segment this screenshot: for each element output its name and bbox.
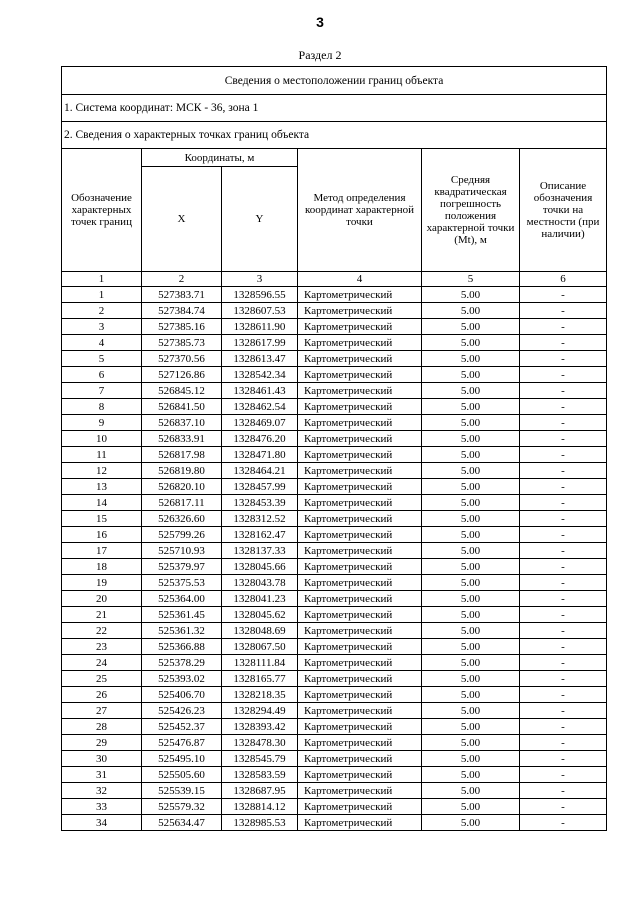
cell-x: 527384.74 xyxy=(142,303,222,319)
cell-method: Картометрический xyxy=(298,431,422,447)
table-row xyxy=(62,479,607,495)
cell-x: 525505.60 xyxy=(142,767,222,783)
cell-description: - xyxy=(520,543,607,559)
cell-description: - xyxy=(520,575,607,591)
cell-accuracy: 5.00 xyxy=(422,783,520,799)
cell-description: - xyxy=(520,479,607,495)
table-row xyxy=(62,447,607,463)
column-number: 4 xyxy=(298,272,422,287)
table-row xyxy=(62,495,607,511)
cell-point-number: 18 xyxy=(62,559,142,575)
cell-y: 1328048.69 xyxy=(222,623,298,639)
cell-accuracy: 5.00 xyxy=(422,655,520,671)
cell-x: 527126.86 xyxy=(142,367,222,383)
cell-accuracy: 5.00 xyxy=(422,527,520,543)
cell-description: - xyxy=(520,495,607,511)
table-row xyxy=(62,511,607,527)
cell-point-number: 26 xyxy=(62,687,142,703)
table-row xyxy=(62,671,607,687)
cell-y: 1328476.20 xyxy=(222,431,298,447)
cell-accuracy: 5.00 xyxy=(422,559,520,575)
cell-x: 525379.97 xyxy=(142,559,222,575)
table-row xyxy=(62,655,607,671)
cell-accuracy: 5.00 xyxy=(422,751,520,767)
cell-accuracy: 5.00 xyxy=(422,479,520,495)
cell-point-number: 13 xyxy=(62,479,142,495)
header-coordinates: Координаты, м xyxy=(142,149,298,167)
section-label: Раздел 2 xyxy=(298,48,342,62)
cell-point-number: 24 xyxy=(62,655,142,671)
cell-x: 526845.12 xyxy=(142,383,222,399)
table-row xyxy=(62,287,607,303)
cell-y: 1328162.47 xyxy=(222,527,298,543)
cell-method: Картометрический xyxy=(298,351,422,367)
cell-x: 526817.11 xyxy=(142,495,222,511)
cell-point-number: 5 xyxy=(62,351,142,367)
cell-accuracy: 5.00 xyxy=(422,703,520,719)
cell-accuracy: 5.00 xyxy=(422,815,520,831)
table-row xyxy=(62,703,607,719)
cell-x: 527385.16 xyxy=(142,319,222,335)
cell-point-number: 29 xyxy=(62,735,142,751)
cell-y: 1328294.49 xyxy=(222,703,298,719)
table-row xyxy=(62,687,607,703)
table-row xyxy=(62,559,607,575)
cell-description: - xyxy=(520,511,607,527)
table-row xyxy=(62,399,607,415)
cell-method: Картометрический xyxy=(298,543,422,559)
cell-method: Картометрический xyxy=(298,463,422,479)
cell-description: - xyxy=(520,783,607,799)
cell-point-number: 6 xyxy=(62,367,142,383)
cell-x: 525579.32 xyxy=(142,799,222,815)
cell-x: 525366.88 xyxy=(142,639,222,655)
cell-method: Картометрический xyxy=(298,447,422,463)
cell-y: 1328687.95 xyxy=(222,783,298,799)
cell-x: 525476.87 xyxy=(142,735,222,751)
cell-accuracy: 5.00 xyxy=(422,623,520,639)
table-row xyxy=(62,543,607,559)
cell-y: 1328043.78 xyxy=(222,575,298,591)
table-row xyxy=(62,639,607,655)
cell-y: 1328814.12 xyxy=(222,799,298,815)
coord-system-row xyxy=(62,95,607,122)
page-number: 3 xyxy=(316,14,324,30)
cell-method: Картометрический xyxy=(298,303,422,319)
cell-point-number: 11 xyxy=(62,447,142,463)
cell-x: 525393.02 xyxy=(142,671,222,687)
cell-accuracy: 5.00 xyxy=(422,319,520,335)
coord-system: 1. Система координат: МСК - 36, зона 1 xyxy=(62,95,607,122)
column-number: 2 xyxy=(142,272,222,287)
table-row xyxy=(62,799,607,815)
cell-accuracy: 5.00 xyxy=(422,287,520,303)
column-number: 3 xyxy=(222,272,298,287)
cell-method: Картометрический xyxy=(298,383,422,399)
points-heading-row xyxy=(62,122,607,149)
cell-method: Картометрический xyxy=(298,591,422,607)
table-row xyxy=(62,607,607,623)
cell-point-number: 20 xyxy=(62,591,142,607)
table-row xyxy=(62,623,607,639)
cell-y: 1328137.33 xyxy=(222,543,298,559)
cell-point-number: 4 xyxy=(62,335,142,351)
cell-accuracy: 5.00 xyxy=(422,799,520,815)
table-row xyxy=(62,319,607,335)
cell-point-number: 25 xyxy=(62,671,142,687)
cell-y: 1328464.21 xyxy=(222,463,298,479)
cell-description: - xyxy=(520,767,607,783)
cell-method: Картометрический xyxy=(298,527,422,543)
cell-y: 1328985.53 xyxy=(222,815,298,831)
cell-y: 1328165.77 xyxy=(222,671,298,687)
cell-method: Картометрический xyxy=(298,703,422,719)
cell-x: 525364.00 xyxy=(142,591,222,607)
cell-accuracy: 5.00 xyxy=(422,431,520,447)
cell-point-number: 23 xyxy=(62,639,142,655)
cell-description: - xyxy=(520,383,607,399)
table-row xyxy=(62,335,607,351)
cell-y: 1328545.79 xyxy=(222,751,298,767)
cell-accuracy: 5.00 xyxy=(422,687,520,703)
cell-method: Картометрический xyxy=(298,639,422,655)
cell-description: - xyxy=(520,751,607,767)
cell-point-number: 7 xyxy=(62,383,142,399)
table-row xyxy=(62,383,607,399)
cell-point-number: 32 xyxy=(62,783,142,799)
cell-method: Картометрический xyxy=(298,671,422,687)
table-row xyxy=(62,815,607,831)
cell-point-number: 21 xyxy=(62,607,142,623)
cell-accuracy: 5.00 xyxy=(422,639,520,655)
cell-method: Картометрический xyxy=(298,287,422,303)
cell-description: - xyxy=(520,799,607,815)
cell-y: 1328453.39 xyxy=(222,495,298,511)
cell-method: Картометрический xyxy=(298,559,422,575)
cell-y: 1328478.30 xyxy=(222,735,298,751)
cell-x: 525634.47 xyxy=(142,815,222,831)
cell-point-number: 12 xyxy=(62,463,142,479)
cell-method: Картометрический xyxy=(298,815,422,831)
cell-y: 1328471.80 xyxy=(222,447,298,463)
cell-y: 1328469.07 xyxy=(222,415,298,431)
cell-method: Картометрический xyxy=(298,751,422,767)
cell-method: Картометрический xyxy=(298,655,422,671)
cell-accuracy: 5.00 xyxy=(422,767,520,783)
cell-y: 1328617.99 xyxy=(222,335,298,351)
table-body xyxy=(62,67,607,831)
cell-point-number: 2 xyxy=(62,303,142,319)
cell-accuracy: 5.00 xyxy=(422,447,520,463)
cell-y: 1328457.99 xyxy=(222,479,298,495)
cell-x: 525361.45 xyxy=(142,607,222,623)
cell-accuracy: 5.00 xyxy=(422,591,520,607)
cell-point-number: 27 xyxy=(62,703,142,719)
cell-description: - xyxy=(520,303,607,319)
cell-x: 525799.26 xyxy=(142,527,222,543)
cell-point-number: 17 xyxy=(62,543,142,559)
cell-description: - xyxy=(520,335,607,351)
cell-description: - xyxy=(520,687,607,703)
table-row xyxy=(62,351,607,367)
cell-accuracy: 5.00 xyxy=(422,463,520,479)
cell-accuracy: 5.00 xyxy=(422,495,520,511)
cell-point-number: 28 xyxy=(62,719,142,735)
cell-method: Картометрический xyxy=(298,415,422,431)
cell-point-number: 31 xyxy=(62,767,142,783)
table-row xyxy=(62,463,607,479)
table-row xyxy=(62,431,607,447)
table-row xyxy=(62,751,607,767)
cell-accuracy: 5.00 xyxy=(422,383,520,399)
header-row-coordinates xyxy=(62,149,607,167)
cell-accuracy: 5.00 xyxy=(422,543,520,559)
cell-accuracy: 5.00 xyxy=(422,511,520,527)
cell-accuracy: 5.00 xyxy=(422,415,520,431)
cell-x: 526817.98 xyxy=(142,447,222,463)
cell-description: - xyxy=(520,703,607,719)
table-row xyxy=(62,719,607,735)
cell-x: 525452.37 xyxy=(142,719,222,735)
cell-x: 525361.32 xyxy=(142,623,222,639)
title-row xyxy=(62,67,607,95)
cell-description: - xyxy=(520,655,607,671)
cell-description: - xyxy=(520,399,607,415)
cell-x: 526837.10 xyxy=(142,415,222,431)
cell-x: 526326.60 xyxy=(142,511,222,527)
cell-description: - xyxy=(520,287,607,303)
cell-accuracy: 5.00 xyxy=(422,351,520,367)
cell-x: 526841.50 xyxy=(142,399,222,415)
header-description: Описание обозначения точки на местности (при наличии) xyxy=(520,149,607,272)
cell-x: 526820.10 xyxy=(142,479,222,495)
cell-x: 525710.93 xyxy=(142,543,222,559)
cell-point-number: 1 xyxy=(62,287,142,303)
cell-description: - xyxy=(520,527,607,543)
cell-method: Картометрический xyxy=(298,367,422,383)
cell-point-number: 9 xyxy=(62,415,142,431)
header-accuracy: Средняя квадратическая погрешность положения характерной точки (Mt), м xyxy=(422,149,520,272)
cell-point-number: 8 xyxy=(62,399,142,415)
cell-method: Картометрический xyxy=(298,319,422,335)
cell-y: 1328045.62 xyxy=(222,607,298,623)
cell-method: Картометрический xyxy=(298,719,422,735)
cell-method: Картометрический xyxy=(298,399,422,415)
cell-point-number: 22 xyxy=(62,623,142,639)
cell-accuracy: 5.00 xyxy=(422,335,520,351)
column-number: 1 xyxy=(62,272,142,287)
cell-method: Картометрический xyxy=(298,735,422,751)
cell-x: 525378.29 xyxy=(142,655,222,671)
cell-method: Картометрический xyxy=(298,799,422,815)
cell-x: 525426.23 xyxy=(142,703,222,719)
cell-point-number: 15 xyxy=(62,511,142,527)
cell-accuracy: 5.00 xyxy=(422,719,520,735)
cell-x: 525539.15 xyxy=(142,783,222,799)
table-row xyxy=(62,527,607,543)
cell-x: 526833.91 xyxy=(142,431,222,447)
cell-x: 525406.70 xyxy=(142,687,222,703)
cell-x: 527385.73 xyxy=(142,335,222,351)
table-row xyxy=(62,735,607,751)
column-number: 5 xyxy=(422,272,520,287)
cell-point-number: 34 xyxy=(62,815,142,831)
table-title: Сведения о местоположении границ объекта xyxy=(62,67,607,95)
cell-y: 1328607.53 xyxy=(222,303,298,319)
column-number: 6 xyxy=(520,272,607,287)
cell-accuracy: 5.00 xyxy=(422,671,520,687)
cell-accuracy: 5.00 xyxy=(422,367,520,383)
header-method: Метод определения координат характерной точки xyxy=(298,149,422,272)
cell-accuracy: 5.00 xyxy=(422,303,520,319)
cell-y: 1328312.52 xyxy=(222,511,298,527)
cell-method: Картометрический xyxy=(298,783,422,799)
header-y: Y xyxy=(222,167,298,272)
cell-point-number: 33 xyxy=(62,799,142,815)
table-row xyxy=(62,415,607,431)
cell-point-number: 19 xyxy=(62,575,142,591)
cell-method: Картометрический xyxy=(298,687,422,703)
table-row xyxy=(62,591,607,607)
cell-point-number: 14 xyxy=(62,495,142,511)
cell-method: Картометрический xyxy=(298,479,422,495)
boundary-table xyxy=(61,66,607,831)
cell-y: 1328596.55 xyxy=(222,287,298,303)
cell-method: Картометрический xyxy=(298,623,422,639)
cell-y: 1328461.43 xyxy=(222,383,298,399)
cell-x: 525375.53 xyxy=(142,575,222,591)
cell-description: - xyxy=(520,607,607,623)
points-heading: 2. Сведения о характерных точках границ объекта xyxy=(62,122,607,149)
cell-description: - xyxy=(520,623,607,639)
cell-point-number: 3 xyxy=(62,319,142,335)
cell-method: Картометрический xyxy=(298,511,422,527)
cell-method: Картометрический xyxy=(298,607,422,623)
cell-y: 1328041.23 xyxy=(222,591,298,607)
cell-y: 1328111.84 xyxy=(222,655,298,671)
cell-point-number: 10 xyxy=(62,431,142,447)
cell-y: 1328583.59 xyxy=(222,767,298,783)
cell-x: 525495.10 xyxy=(142,751,222,767)
table-row xyxy=(62,767,607,783)
header-designation: Обозначение характерных точек границ xyxy=(62,149,142,272)
cell-accuracy: 5.00 xyxy=(422,575,520,591)
cell-x: 526819.80 xyxy=(142,463,222,479)
header-x: X xyxy=(142,167,222,272)
cell-method: Картометрический xyxy=(298,767,422,783)
cell-y: 1328542.34 xyxy=(222,367,298,383)
cell-method: Картометрический xyxy=(298,335,422,351)
cell-y: 1328611.90 xyxy=(222,319,298,335)
cell-y: 1328462.54 xyxy=(222,399,298,415)
cell-y: 1328218.35 xyxy=(222,687,298,703)
cell-description: - xyxy=(520,447,607,463)
cell-method: Картометрический xyxy=(298,575,422,591)
cell-x: 527383.71 xyxy=(142,287,222,303)
cell-description: - xyxy=(520,815,607,831)
cell-description: - xyxy=(520,671,607,687)
cell-description: - xyxy=(520,463,607,479)
cell-point-number: 30 xyxy=(62,751,142,767)
table-row xyxy=(62,303,607,319)
cell-description: - xyxy=(520,367,607,383)
cell-y: 1328393.42 xyxy=(222,719,298,735)
cell-point-number: 16 xyxy=(62,527,142,543)
cell-x: 527370.56 xyxy=(142,351,222,367)
cell-method: Картометрический xyxy=(298,495,422,511)
cell-description: - xyxy=(520,319,607,335)
table-row xyxy=(62,575,607,591)
cell-description: - xyxy=(520,415,607,431)
cell-description: - xyxy=(520,719,607,735)
cell-accuracy: 5.00 xyxy=(422,735,520,751)
cell-accuracy: 5.00 xyxy=(422,607,520,623)
table-row xyxy=(62,783,607,799)
cell-y: 1328045.66 xyxy=(222,559,298,575)
column-number-row xyxy=(62,272,607,287)
cell-y: 1328067.50 xyxy=(222,639,298,655)
table-row xyxy=(62,367,607,383)
cell-y: 1328613.47 xyxy=(222,351,298,367)
cell-description: - xyxy=(520,639,607,655)
cell-description: - xyxy=(520,591,607,607)
cell-description: - xyxy=(520,735,607,751)
cell-description: - xyxy=(520,431,607,447)
cell-description: - xyxy=(520,351,607,367)
cell-accuracy: 5.00 xyxy=(422,399,520,415)
cell-description: - xyxy=(520,559,607,575)
